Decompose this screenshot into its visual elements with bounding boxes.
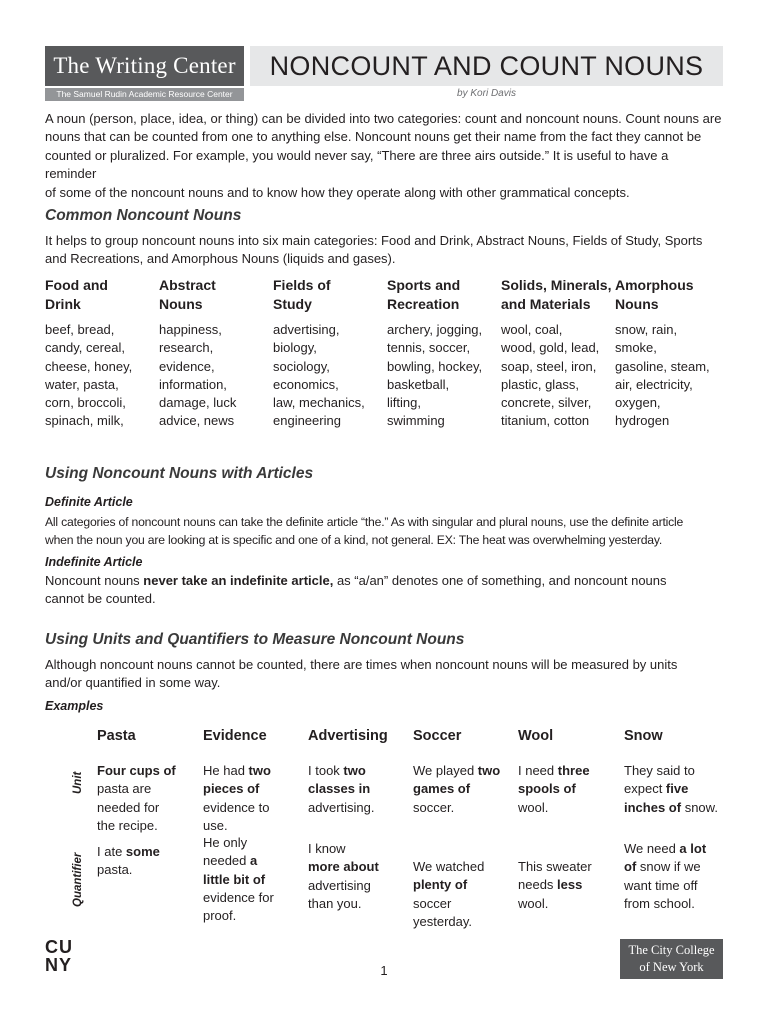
category-item: law, mechanics, — [273, 395, 365, 411]
quantifier-example-line: of snow if we — [624, 859, 701, 875]
quantifier-example-line: I ate some — [97, 844, 160, 859]
logo-title: The Writing Center — [53, 53, 236, 78]
cuny-logo-bottom: NY — [45, 955, 73, 975]
indefinite-line: cannot be counted. — [45, 591, 156, 607]
quantifier-example-line: We need a lot — [624, 841, 707, 856]
category-item: happiness, — [159, 322, 222, 337]
example-column-heading: Soccer — [413, 728, 462, 744]
unit-example-line: the recipe. — [97, 817, 158, 833]
cuny-logo — [45, 938, 85, 974]
page-title: NONCOUNT AND COUNT NOUNS — [269, 51, 704, 81]
ccny-line: The City College — [628, 943, 715, 957]
category-item: wool, coal, — [501, 322, 563, 337]
category-item: snow, rain, — [615, 322, 678, 337]
definite-line: when the noun you are looking at is specific and one of a kind, not general. EX: The heat was overwhelming yesterday. — [45, 533, 663, 548]
unit-example-line: We played two — [413, 763, 501, 778]
category-heading-line: and Materials — [501, 296, 591, 312]
quantifier-example-cell — [518, 858, 620, 913]
quantifier-example-line: more about — [308, 859, 379, 875]
quantifier-example-line: proof. — [203, 908, 237, 924]
indefinite-post: as “a/an” denotes one of something, and noncount nouns — [333, 573, 667, 588]
unit-example-line: He had two — [203, 763, 271, 778]
quantifier-example-line: from school. — [624, 895, 695, 911]
examples-label: Examples — [45, 699, 104, 713]
category-item: research, — [159, 340, 214, 356]
definite-article-text — [45, 513, 723, 550]
category-items — [159, 321, 271, 431]
indefinite-article-text — [45, 572, 723, 609]
category-heading-line: Abstract — [159, 277, 216, 293]
quantifier-example-line: We watched — [413, 859, 485, 874]
category-item: economics, — [273, 376, 339, 392]
indefinite-article-label: Indefinite Article — [45, 555, 143, 569]
category-item: hydrogen — [615, 413, 670, 429]
unit-example-line: games of — [413, 781, 471, 797]
category-item: soap, steel, iron, — [501, 358, 597, 374]
category-item: corn, broccoli, — [45, 395, 126, 411]
quantifier-example-line: than you. — [308, 895, 362, 911]
common-line: It helps to group noncount nouns into six main categories: Food and Drink, Abstract Nouns, Fields of Study, Sports — [45, 233, 703, 248]
category-items — [273, 321, 385, 431]
category-heading-line: Food and — [45, 277, 108, 293]
category-item: advice, news — [159, 413, 235, 429]
quantifier-example-line: yesterday. — [413, 913, 473, 929]
indefinite-pre: Noncount nouns — [45, 573, 144, 588]
quantifier-example-cell — [97, 843, 199, 880]
row-label-unit: Unit — [72, 771, 84, 794]
category-item: advertising, — [273, 322, 340, 337]
example-column-heading: Evidence — [203, 728, 267, 744]
row-label-quantifier: Quantifier — [72, 852, 84, 907]
category-item: gasoline, steam, — [615, 358, 710, 374]
intro-line: counted or pluralized. For example, you would never say, “There are three airs outside.” It is useful to have a reminder — [45, 147, 669, 182]
intro-line: A noun (person, place, idea, or thing) can be divided into two categories: count and noncount nouns. Count nouns are — [45, 111, 722, 126]
category-item: concrete, silver, — [501, 395, 592, 411]
unit-example-cell — [308, 762, 410, 817]
category-heading — [45, 276, 157, 314]
quantifier-example-line: want time off — [624, 877, 698, 893]
units-paragraph — [45, 656, 723, 693]
unit-example-cell — [203, 762, 305, 835]
indefinite-bold: never take an indefinite article, — [143, 573, 334, 588]
unit-example-line: soccer. — [413, 799, 455, 815]
category-item: damage, luck — [159, 395, 237, 411]
definite-line: All categories of noncount nouns can take the definite article “the.” As with singular and plural nouns, use the definite article — [45, 515, 684, 529]
quantifier-example-cell — [624, 840, 726, 913]
category-heading-line: Solids, Minerals, — [501, 277, 612, 293]
category-item: evidence, — [159, 358, 215, 374]
cuny-logo-top: CU — [45, 937, 73, 957]
category-item: titanium, cotton — [501, 413, 590, 429]
category-heading — [501, 276, 613, 314]
category-heading-line: Sports and — [387, 277, 461, 293]
quantifier-example-line: This sweater — [518, 859, 592, 874]
unit-example-line: pasta are — [97, 781, 152, 797]
category-item: spinach, milk, — [45, 413, 124, 429]
quantifier-example-line: little bit of — [203, 871, 266, 887]
category-item: water, pasta, — [45, 376, 119, 392]
category-items — [615, 321, 727, 431]
quantifier-example-line: He only — [203, 835, 248, 850]
quantifier-example-cell — [413, 858, 515, 931]
unit-example-line: expect five — [624, 781, 689, 797]
unit-example-line: They said to — [624, 763, 695, 778]
unit-example-line: advertising. — [308, 799, 375, 815]
example-column-heading: Advertising — [308, 728, 388, 744]
intro-line: nouns that can be counted from one to anything else. Noncount nouns get their name from the fact they cannot be — [45, 129, 702, 145]
quantifier-example-cell — [203, 834, 305, 925]
common-heading: Common Noncount Nouns — [45, 207, 242, 224]
unit-example-line: wool. — [518, 799, 549, 815]
unit-example-line: classes in — [308, 781, 371, 797]
category-heading-line: Recreation — [387, 296, 460, 312]
units-heading: Using Units and Quantifiers to Measure Noncount Nouns — [45, 631, 465, 648]
unit-example-line: use. — [203, 817, 228, 833]
category-items — [387, 321, 499, 431]
category-item: archery, jogging, — [387, 322, 483, 337]
quantifier-example-line: evidence for — [203, 889, 274, 905]
category-item: air, electricity, — [615, 376, 693, 392]
category-item: sociology, — [273, 358, 330, 374]
quantifier-example-line: soccer — [413, 895, 452, 911]
category-item: biology, — [273, 340, 317, 356]
category-item: smoke, — [615, 340, 657, 356]
unit-example-line: pieces of — [203, 781, 260, 797]
unit-example-line: evidence to — [203, 799, 270, 815]
category-item: candy, cereal, — [45, 340, 125, 356]
category-item: lifting, — [387, 395, 421, 411]
unit-example-cell — [413, 762, 515, 817]
quantifier-example-line: pasta. — [97, 862, 133, 878]
common-line: and Recreations, and Amorphous Nouns (liquids and gases). — [45, 251, 396, 267]
unit-example-line: needed for — [97, 799, 160, 815]
category-heading-line: Nouns — [615, 296, 659, 312]
units-line: and/or quantified in some way. — [45, 675, 221, 691]
byline: by Kori Davis — [457, 88, 516, 99]
ccny-line: of New York — [639, 959, 704, 974]
example-column-heading: Snow — [624, 728, 663, 744]
unit-example-cell — [518, 762, 620, 817]
category-heading-line: Nouns — [159, 296, 203, 312]
category-heading — [273, 276, 385, 314]
intro-paragraph — [45, 110, 723, 202]
unit-example-cell — [624, 762, 726, 817]
logo-subtitle: The Samuel Rudin Academic Resource Center — [45, 88, 244, 101]
ccny-logo-text — [620, 942, 723, 975]
category-item: beef, bread, — [45, 322, 115, 337]
category-heading-line: Study — [273, 296, 312, 312]
example-column-heading: Wool — [518, 728, 554, 744]
category-item: wood, gold, lead, — [501, 340, 600, 356]
quantifier-example-line: needs less — [518, 877, 583, 893]
category-item: tennis, soccer, — [387, 340, 471, 356]
quantifier-example-line: I know — [308, 841, 346, 856]
category-heading-line: Fields of — [273, 277, 331, 293]
common-paragraph — [45, 232, 723, 269]
articles-heading: Using Noncount Nouns with Articles — [45, 465, 314, 482]
unit-example-line: spools of — [518, 781, 576, 797]
category-item: swimming — [387, 413, 445, 429]
category-item: basketball, — [387, 376, 450, 392]
category-item: engineering — [273, 413, 341, 429]
quantifier-example-line: wool. — [518, 895, 549, 911]
unit-example-line: Four cups of — [97, 763, 176, 778]
definite-article-label: Definite Article — [45, 495, 133, 509]
quantifier-example-line: needed a — [203, 853, 258, 869]
category-item: cheese, honey, — [45, 358, 133, 374]
category-items — [501, 321, 613, 431]
quantifier-example-line: advertising — [308, 877, 371, 893]
category-items — [45, 321, 157, 431]
unit-example-line: inches of snow. — [624, 799, 718, 815]
indefinite-line — [45, 572, 723, 590]
category-heading — [159, 276, 271, 314]
quantifier-example-cell — [308, 840, 410, 913]
unit-example-line: I took two — [308, 763, 366, 778]
unit-example-cell — [97, 762, 199, 835]
intro-line: of some of the noncount nouns and to know how they operate along with other grammatical concepts. — [45, 184, 630, 200]
example-column-heading: Pasta — [97, 728, 136, 744]
category-item: oxygen, — [615, 395, 661, 411]
units-line: Although noncount nouns cannot be counted, there are times when noncount nouns will be measured by units — [45, 657, 678, 672]
category-item: information, — [159, 376, 227, 392]
category-item: bowling, hockey, — [387, 358, 483, 374]
category-heading — [387, 276, 499, 314]
category-heading-line: Drink — [45, 296, 81, 312]
page-number: 1 — [380, 963, 388, 978]
category-heading — [615, 276, 727, 314]
category-heading-line: Amorphous — [615, 277, 694, 293]
category-item: plastic, glass, — [501, 376, 580, 392]
quantifier-example-line: plenty of — [413, 877, 468, 893]
unit-example-line: I need three — [518, 763, 590, 778]
